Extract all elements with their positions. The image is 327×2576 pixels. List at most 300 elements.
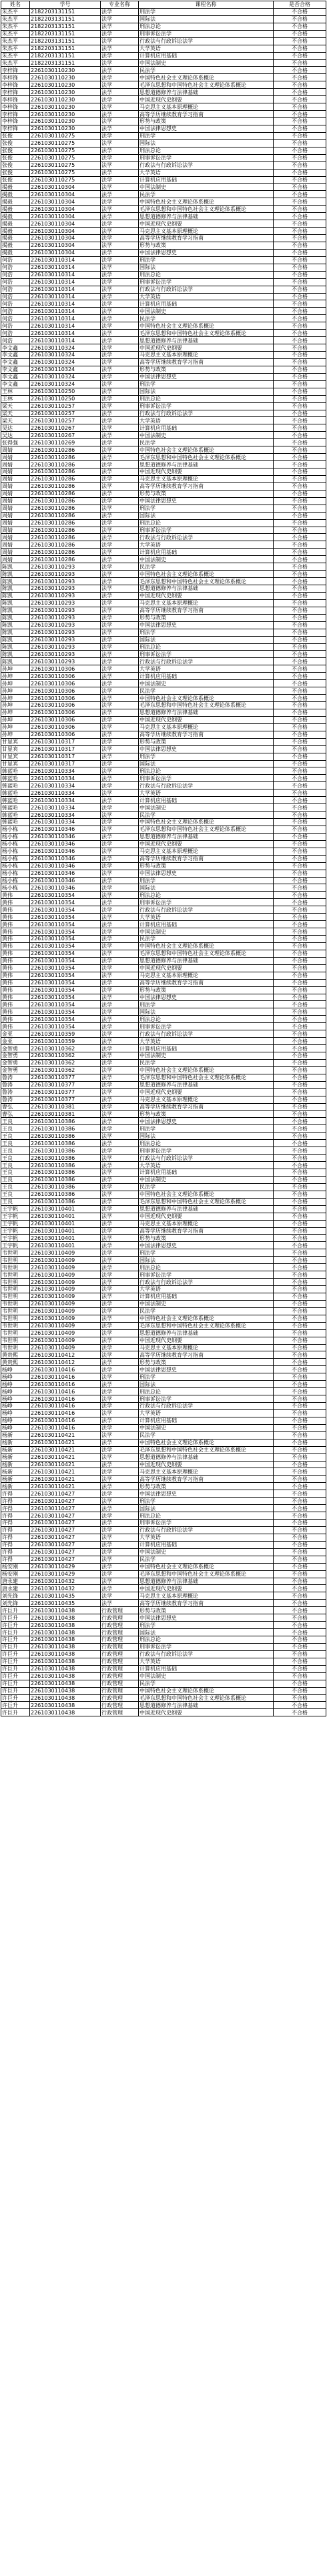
cell-course: 中国近现代史纲要 <box>139 344 274 352</box>
cell-major: 法学 <box>101 942 139 950</box>
cell-pass-status: 不合格 <box>274 1329 326 1337</box>
table-row <box>1 1133 326 1140</box>
table-row <box>1 228 326 235</box>
cell-course: 行政法与行政诉讼法学 <box>139 37 274 45</box>
cell-pass-status: 不合格 <box>274 789 326 797</box>
cell-name: 许巨升 <box>1 1658 30 1665</box>
cell-major: 法学 <box>101 1526 139 1534</box>
cell-name: 朱杰平 <box>1 23 30 30</box>
cell-name: 金智勇 <box>1 1045 30 1052</box>
cell-course: 民法学 <box>139 563 274 571</box>
cell-major: 法学 <box>101 373 139 380</box>
cell-major: 法学 <box>101 936 139 943</box>
cell-major: 法学 <box>101 607 139 614</box>
cell-student-id: 2261030110317 <box>30 753 101 760</box>
table-row <box>1 330 326 337</box>
table-row <box>1 782 326 789</box>
cell-name: 周婧 <box>1 482 30 490</box>
cell-name: 李梓锋 <box>1 81 30 89</box>
cell-major: 法学 <box>101 1381 139 1388</box>
cell-pass-status: 不合格 <box>274 906 326 914</box>
cell-major: 行政管理 <box>101 1665 139 1672</box>
cell-pass-status: 不合格 <box>274 308 326 315</box>
cell-student-id: 2261030110334 <box>30 804 101 812</box>
table-row <box>1 1125 326 1133</box>
cell-major: 法学 <box>101 1133 139 1140</box>
table-row <box>1 1431 326 1439</box>
cell-name: 鲁涛 <box>1 1074 30 1081</box>
cell-name: 揭毅 <box>1 213 30 220</box>
cell-course: 中国近现代史纲要 <box>139 1709 274 1716</box>
cell-name: 韩蓝哈 <box>1 767 30 775</box>
cell-major: 法学 <box>101 1592 139 1600</box>
cell-name: 杨小栋 <box>1 848 30 855</box>
cell-major: 法学 <box>101 206 139 213</box>
cell-pass-status: 不合格 <box>274 169 326 176</box>
cell-student-id: 2261030110416 <box>30 1388 101 1395</box>
table-row <box>1 213 326 220</box>
cell-course: 中国法律思想史 <box>139 373 274 380</box>
cell-student-id: 2261030110401 <box>30 1227 101 1235</box>
cell-course: 行政法与行政诉讼法学 <box>139 286 274 293</box>
cell-major: 法学 <box>101 1103 139 1110</box>
cell-pass-status: 不合格 <box>274 1351 326 1359</box>
table-row <box>1 964 326 972</box>
cell-major: 法学 <box>101 220 139 228</box>
cell-name: 杨峥 <box>1 1395 30 1403</box>
cell-course: 刑法总论 <box>139 1140 274 1147</box>
cell-course: 计算机应用基础 <box>139 1541 274 1548</box>
cell-major: 法学 <box>101 1585 139 1592</box>
cell-major: 法学 <box>101 833 139 840</box>
cell-pass-status: 不合格 <box>274 541 326 549</box>
cell-name: 杨峥 <box>1 1373 30 1381</box>
cell-course: 中国法律思想史 <box>139 1614 274 1622</box>
table-row <box>1 417 326 424</box>
cell-name: 陈凯 <box>1 614 30 621</box>
table-row <box>1 439 326 446</box>
cell-course: 形势与政策 <box>139 1483 274 1490</box>
cell-course: 中国特色社会主义理论体系概论 <box>139 446 274 454</box>
cell-name: 杨新 <box>1 1446 30 1454</box>
table-row <box>1 15 326 23</box>
cell-course: 刑法学 <box>139 380 274 388</box>
cell-student-id: 2261030110324 <box>30 373 101 380</box>
cell-course: 计算机应用基础 <box>139 52 274 59</box>
cell-name: 陈凯 <box>1 636 30 643</box>
cell-pass-status: 不合格 <box>274 118 326 125</box>
cell-student-id: 2261030110293 <box>30 658 101 665</box>
cell-pass-status: 不合格 <box>274 293 326 300</box>
cell-name: 何浩 <box>1 271 30 278</box>
cell-major: 法学 <box>101 1395 139 1403</box>
cell-pass-status: 不合格 <box>274 1264 326 1271</box>
cell-name: 孙坤 <box>1 687 30 695</box>
cell-major: 法学 <box>101 1045 139 1052</box>
cell-student-id: 2261030110359 <box>30 1038 101 1045</box>
cell-course: 民法学 <box>139 1556 274 1563</box>
cell-student-id: 2261030110304 <box>30 198 101 206</box>
cell-course: 毛泽东思想和中国特色社会主义理论体系概论 <box>139 1694 274 1702</box>
cell-major: 法学 <box>101 1337 139 1344</box>
cell-student-id: 2261030110286 <box>30 468 101 476</box>
cell-pass-status: 不合格 <box>274 665 326 673</box>
cell-major: 法学 <box>101 789 139 797</box>
cell-student-id: 2261030110354 <box>30 957 101 964</box>
table-row <box>1 1403 326 1410</box>
cell-student-id: 2261030110438 <box>30 1650 101 1658</box>
cell-name: 孙坤 <box>1 709 30 716</box>
cell-student-id: 2261030110230 <box>30 67 101 74</box>
cell-name: 李梓锋 <box>1 74 30 81</box>
cell-student-id: 2261030110427 <box>30 1498 101 1505</box>
cell-major: 法学 <box>101 417 139 424</box>
cell-major: 法学 <box>101 812 139 819</box>
cell-name: 张俊 <box>1 169 30 176</box>
cell-name: 王宇帆 <box>1 1220 30 1227</box>
cell-course: 中国法律思想史 <box>139 621 274 629</box>
cell-major: 法学 <box>101 278 139 286</box>
cell-student-id: 2261030110354 <box>30 928 101 936</box>
cell-name: 杨安刚 <box>1 1563 30 1570</box>
cell-pass-status: 不合格 <box>274 402 326 410</box>
cell-name: 揭毅 <box>1 228 30 235</box>
table-row <box>1 1607 326 1614</box>
cell-student-id: 2261030110401 <box>30 1235 101 1242</box>
cell-course: 刑法学 <box>139 1498 274 1505</box>
cell-pass-status: 不合格 <box>274 242 326 249</box>
cell-student-id: 2261030110409 <box>30 1249 101 1257</box>
cell-major: 法学 <box>101 1600 139 1607</box>
cell-major: 法学 <box>101 154 139 162</box>
cell-student-id: 2261030110421 <box>30 1483 101 1490</box>
cell-name: 黄伟 <box>1 972 30 979</box>
cell-course: 国际法 <box>139 139 274 147</box>
cell-name: 王良 <box>1 1155 30 1162</box>
cell-major: 法学 <box>101 695 139 702</box>
cell-pass-status: 不合格 <box>274 1520 326 1527</box>
cell-course: 毛泽东思想和中国特色社会主义理论体系概论 <box>139 1074 274 1081</box>
cell-major: 法学 <box>101 928 139 936</box>
table-row <box>1 242 326 249</box>
cell-major: 法学 <box>101 388 139 395</box>
cell-name: 许得 <box>1 1498 30 1505</box>
table-row <box>1 994 326 1001</box>
table-row <box>1 884 326 892</box>
table-row <box>1 402 326 410</box>
cell-major: 法学 <box>101 775 139 782</box>
table-row <box>1 906 326 914</box>
table-row <box>1 942 326 950</box>
cell-student-id: 2261030110354 <box>30 1001 101 1008</box>
cell-major: 法学 <box>101 67 139 74</box>
table-row <box>1 549 326 556</box>
cell-pass-status: 不合格 <box>274 1585 326 1592</box>
table-row <box>1 308 326 315</box>
cell-major: 法学 <box>101 8 139 15</box>
table-row <box>1 665 326 673</box>
cell-major: 法学 <box>101 366 139 373</box>
cell-course: 刑法学 <box>139 132 274 139</box>
table-row <box>1 775 326 782</box>
table-row <box>1 111 326 118</box>
cell-student-id: 2261030110354 <box>30 921 101 928</box>
cell-name: 许巨升 <box>1 1665 30 1672</box>
cell-course: 民法学 <box>139 439 274 446</box>
cell-pass-status: 不合格 <box>274 271 326 278</box>
cell-pass-status: 不合格 <box>274 1322 326 1329</box>
table-row <box>1 753 326 760</box>
cell-course: 国际法 <box>139 1381 274 1388</box>
table-row <box>1 585 326 593</box>
cell-student-id: 2261030110293 <box>30 607 101 614</box>
cell-name: 李梓锋 <box>1 125 30 132</box>
table-row <box>1 534 326 541</box>
cell-course: 高等学历继续教育学习指南 <box>139 607 274 614</box>
table-row <box>1 812 326 819</box>
cell-major: 法学 <box>101 1431 139 1439</box>
cell-major: 法学 <box>101 1520 139 1527</box>
cell-name: 黄伟 <box>1 942 30 950</box>
cell-pass-status: 不合格 <box>274 1300 326 1307</box>
cell-name: 揭毅 <box>1 242 30 249</box>
cell-course: 大学英语 <box>139 1409 274 1417</box>
cell-major: 法学 <box>101 870 139 877</box>
cell-student-id: 2261030110381 <box>30 1110 101 1118</box>
cell-name: 杨峥 <box>1 1388 30 1395</box>
cell-pass-status: 不合格 <box>274 812 326 819</box>
cell-student-id: 2261030110293 <box>30 563 101 571</box>
cell-pass-status: 不合格 <box>274 1227 326 1235</box>
cell-major: 法学 <box>101 337 139 344</box>
cell-name: 朱杰平 <box>1 8 30 15</box>
cell-name: 黄伟 <box>1 950 30 957</box>
cell-student-id: 2182203131151 <box>30 52 101 59</box>
cell-pass-status: 不合格 <box>274 1074 326 1081</box>
cell-student-id: 2261030110293 <box>30 614 101 621</box>
cell-course: 民法学 <box>139 191 274 198</box>
cell-student-id: 2261030110386 <box>30 1133 101 1140</box>
cell-pass-status: 不合格 <box>274 1242 326 1249</box>
cell-major: 法学 <box>101 848 139 855</box>
cell-course: 中国法律思想史 <box>139 1242 274 1249</box>
cell-pass-status: 不合格 <box>274 1081 326 1088</box>
cell-name: 杨小栋 <box>1 862 30 870</box>
cell-student-id: 2261030110267 <box>30 424 101 432</box>
cell-student-id: 2182203131151 <box>30 15 101 23</box>
cell-pass-status: 不合格 <box>274 235 326 242</box>
cell-student-id: 2261030110401 <box>30 1220 101 1227</box>
cell-name: 王良 <box>1 1140 30 1147</box>
table-row <box>1 1322 326 1329</box>
table-row <box>1 789 326 797</box>
cell-name: 韦世明 <box>1 1271 30 1279</box>
cell-course: 马克思主义基本原理概论 <box>139 1468 274 1476</box>
cell-student-id: 2182203131151 <box>30 37 101 45</box>
cell-student-id: 2261030110438 <box>30 1658 101 1665</box>
table-row <box>1 797 326 804</box>
cell-name: 陈凯 <box>1 578 30 585</box>
cell-course: 刑法总论 <box>139 1636 274 1644</box>
cell-course: 中国近现代史纲要 <box>139 1213 274 1220</box>
cell-course: 中国法律思想史 <box>139 249 274 256</box>
table-row <box>1 410 326 417</box>
cell-student-id: 2261030110427 <box>30 1556 101 1563</box>
cell-pass-status: 不合格 <box>274 373 326 380</box>
cell-student-id: 2261030110275 <box>30 132 101 139</box>
cell-course: 中国特色社会主义理论体系概论 <box>139 322 274 330</box>
cell-major: 法学 <box>101 804 139 812</box>
table-row <box>1 1461 326 1468</box>
cell-pass-status: 不合格 <box>274 278 326 286</box>
cell-pass-status: 不合格 <box>274 979 326 986</box>
cell-name: 许巨升 <box>1 1622 30 1629</box>
cell-name: 孙坤 <box>1 673 30 680</box>
cell-name: 王良 <box>1 1169 30 1177</box>
cell-major: 法学 <box>101 716 139 723</box>
cell-pass-status: 不合格 <box>274 716 326 723</box>
cell-major: 法学 <box>101 344 139 352</box>
cell-course: 高等学历继续教育学习指南 <box>139 1476 274 1483</box>
cell-student-id: 2261030110438 <box>30 1629 101 1636</box>
cell-major: 法学 <box>101 651 139 658</box>
cell-name: 周婧 <box>1 541 30 549</box>
cell-course: 刑事诉讼法学 <box>139 775 274 782</box>
cell-name: 杨新 <box>1 1468 30 1476</box>
cell-course: 行政法与行政诉讼法学 <box>139 1526 274 1534</box>
cell-student-id: 2182203131151 <box>30 23 101 30</box>
cell-pass-status: 不合格 <box>274 621 326 629</box>
cell-student-id: 2261030110377 <box>30 1088 101 1096</box>
cell-pass-status: 不合格 <box>274 702 326 709</box>
cell-name: 朱杰平 <box>1 30 30 37</box>
cell-student-id: 2261030110432 <box>30 1585 101 1592</box>
cell-major: 法学 <box>101 1066 139 1074</box>
cell-course: 国际法 <box>139 1629 274 1636</box>
cell-major: 法学 <box>101 1176 139 1183</box>
table-row <box>1 59 326 67</box>
cell-major: 行政管理 <box>101 1658 139 1665</box>
cell-pass-status: 不合格 <box>274 1008 326 1016</box>
cell-course: 形势与政策 <box>139 490 274 497</box>
cell-student-id: 2261030110416 <box>30 1395 101 1403</box>
cell-student-id: 2261030110427 <box>30 1512 101 1520</box>
cell-student-id: 2261030110230 <box>30 74 101 81</box>
table-row <box>1 578 326 585</box>
cell-student-id: 2261030110401 <box>30 1242 101 1249</box>
table-row <box>1 147 326 154</box>
cell-name: 王良 <box>1 1191 30 1198</box>
cell-student-id: 2261030110346 <box>30 877 101 884</box>
table-row <box>1 936 326 943</box>
cell-pass-status: 不合格 <box>274 461 326 468</box>
table-row <box>1 1643 326 1650</box>
cell-name: 韦世明 <box>1 1300 30 1307</box>
cell-pass-status: 不合格 <box>274 1373 326 1381</box>
cell-pass-status: 不合格 <box>274 745 326 753</box>
cell-major: 法学 <box>101 1373 139 1381</box>
table-row <box>1 899 326 906</box>
cell-major: 法学 <box>101 723 139 731</box>
table-row <box>1 1096 326 1103</box>
cell-name: 周婧 <box>1 468 30 476</box>
cell-student-id: 2261030110293 <box>30 636 101 643</box>
cell-pass-status: 不合格 <box>274 1213 326 1220</box>
cell-course: 中国特色社会主义理论体系概论 <box>139 819 274 826</box>
cell-pass-status: 不合格 <box>274 804 326 812</box>
cell-course: 马克思主义基本原理概论 <box>139 1592 274 1600</box>
table-row <box>1 599 326 607</box>
cell-course: 高等学历继续教育学习指南 <box>139 482 274 490</box>
table-row <box>1 1381 326 1388</box>
cell-name: 韦世明 <box>1 1257 30 1264</box>
table-row <box>1 840 326 848</box>
cell-name: 李文鑫 <box>1 380 30 388</box>
cell-course: 马克思主义基本原理概论 <box>139 1096 274 1103</box>
cell-course: 思想道德修养与法律基础 <box>139 585 274 593</box>
cell-major: 法学 <box>101 1563 139 1570</box>
table-row <box>1 1351 326 1359</box>
cell-pass-status: 不合格 <box>274 1446 326 1454</box>
cell-name: 揭毅 <box>1 206 30 213</box>
cell-name: 韦世明 <box>1 1315 30 1322</box>
cell-pass-status: 不合格 <box>274 753 326 760</box>
table-row <box>1 1169 326 1177</box>
cell-major: 法学 <box>101 585 139 593</box>
cell-student-id: 2261030110314 <box>30 308 101 315</box>
cell-name: 朱杰平 <box>1 59 30 67</box>
cell-pass-status: 不合格 <box>274 1650 326 1658</box>
cell-student-id: 2261030110314 <box>30 286 101 293</box>
cell-course: 刑事诉讼法学 <box>139 154 274 162</box>
cell-name: 张俊 <box>1 154 30 162</box>
cell-student-id: 2261030110346 <box>30 848 101 855</box>
cell-course: 国际法 <box>139 884 274 892</box>
table-row <box>1 716 326 723</box>
cell-student-id: 2261030110306 <box>30 673 101 680</box>
cell-course: 马克思主义基本原理概论 <box>139 228 274 235</box>
table-row <box>1 1307 326 1315</box>
cell-major: 法学 <box>101 563 139 571</box>
table-row <box>1 352 326 359</box>
cell-pass-status: 不合格 <box>274 986 326 994</box>
cell-name: 孙坤 <box>1 695 30 702</box>
cell-student-id: 2261030110230 <box>30 103 101 111</box>
table-row <box>1 527 326 534</box>
cell-pass-status: 不合格 <box>274 125 326 132</box>
cell-student-id: 2261030110409 <box>30 1271 101 1279</box>
table-row <box>1 256 326 264</box>
cell-student-id: 2261030110362 <box>30 1052 101 1060</box>
cell-course: 大学英语 <box>139 293 274 300</box>
cell-pass-status: 不合格 <box>274 315 326 322</box>
table-row <box>1 629 326 636</box>
cell-name: 金智勇 <box>1 1066 30 1074</box>
cell-student-id: 2261030110275 <box>30 162 101 169</box>
table-row <box>1 643 326 651</box>
cell-name: 吴达 <box>1 424 30 432</box>
cell-major: 法学 <box>101 1483 139 1490</box>
cell-student-id: 2261030110286 <box>30 505 101 512</box>
cell-course: 思想道德修养与法律基础 <box>139 461 274 468</box>
cell-course: 计算机应用基础 <box>139 424 274 432</box>
cell-student-id: 2261030110438 <box>30 1614 101 1622</box>
table-row <box>1 731 326 738</box>
cell-pass-status: 不合格 <box>274 30 326 37</box>
cell-major: 法学 <box>101 1286 139 1293</box>
cell-student-id: 2261030110354 <box>30 994 101 1001</box>
table-row <box>1 1103 326 1110</box>
